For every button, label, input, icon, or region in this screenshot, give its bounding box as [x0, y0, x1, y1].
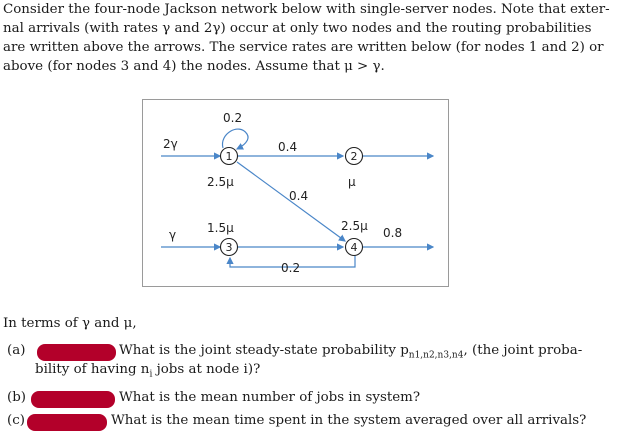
- prob-edge-1-2: 0.4: [278, 140, 298, 154]
- question-a-text: [119, 343, 582, 361]
- question-c: [3, 413, 615, 433]
- question-a-cont-subscript: i: [149, 369, 153, 380]
- prob-exit-4: 0.8: [383, 226, 403, 240]
- problem-intro: [3, 0, 615, 76]
- node-4-label: 4: [350, 241, 358, 254]
- intro-line: nal arrivals (with rates γ and 2γ) occur at only two nodes and the routing probabilities: [3, 21, 592, 36]
- question-a-text-part2: , (the joint proba-: [463, 343, 583, 358]
- service-rate-node3: 1.5μ: [207, 221, 234, 235]
- question-b: [3, 390, 615, 410]
- question-b-text: What is the mean number of jobs in system?: [119, 390, 421, 405]
- node-1-label: 1: [225, 150, 233, 163]
- redacted-answer-c: [27, 414, 107, 431]
- service-rate-node2: μ: [348, 175, 356, 189]
- intro-line: Consider the four-node Jackson network below with single-server nodes. Note that exter-: [3, 2, 610, 17]
- questions-prompt: In terms of γ and μ,: [3, 316, 137, 331]
- question-a: [3, 343, 615, 383]
- redacted-answer-b: [31, 391, 115, 408]
- node-4: [346, 239, 363, 256]
- question-b-label: (b): [7, 390, 27, 405]
- arrival-rate-node1: 2γ: [163, 137, 178, 151]
- node-2: [346, 148, 363, 165]
- question-a-subscript: n1,n2,n3,n4: [408, 350, 464, 361]
- node-1: [221, 148, 238, 165]
- question-a-cont-part2: jobs at node i)?: [152, 362, 261, 377]
- question-c-label: (c): [7, 413, 25, 428]
- question-a-text-part1: What is the joint steady-state probability p: [119, 343, 409, 358]
- node-3-label: 3: [225, 241, 233, 254]
- prob-self-loop-1: 0.2: [223, 111, 243, 125]
- node-2-label: 2: [350, 150, 358, 163]
- prob-edge-1-4: 0.4: [289, 189, 309, 203]
- node-3: [221, 239, 238, 256]
- intro-line: above (for nodes 3 and 4) the nodes. Assume that μ > γ.: [3, 59, 385, 74]
- question-a-cont-part1: bility of having n: [35, 362, 150, 377]
- question-a-label: (a): [7, 343, 26, 358]
- jackson-network-diagram: [142, 99, 449, 287]
- question-c-text: What is the mean time spent in the system averaged over all arrivals?: [111, 413, 587, 428]
- service-rate-node4: 2.5μ: [341, 219, 368, 233]
- service-rate-node1: 2.5μ: [207, 175, 234, 189]
- network-svg: [143, 100, 448, 286]
- self-loop-node1: [222, 129, 248, 149]
- arrival-rate-node3: γ: [169, 228, 177, 242]
- redacted-answer-a: [37, 344, 116, 361]
- prob-edge-3-2: 0.2: [281, 261, 301, 275]
- intro-line: are written above the arrows. The service rates are written below (for nodes 1 and 2) or: [3, 40, 604, 55]
- question-a-continuation: [35, 362, 260, 380]
